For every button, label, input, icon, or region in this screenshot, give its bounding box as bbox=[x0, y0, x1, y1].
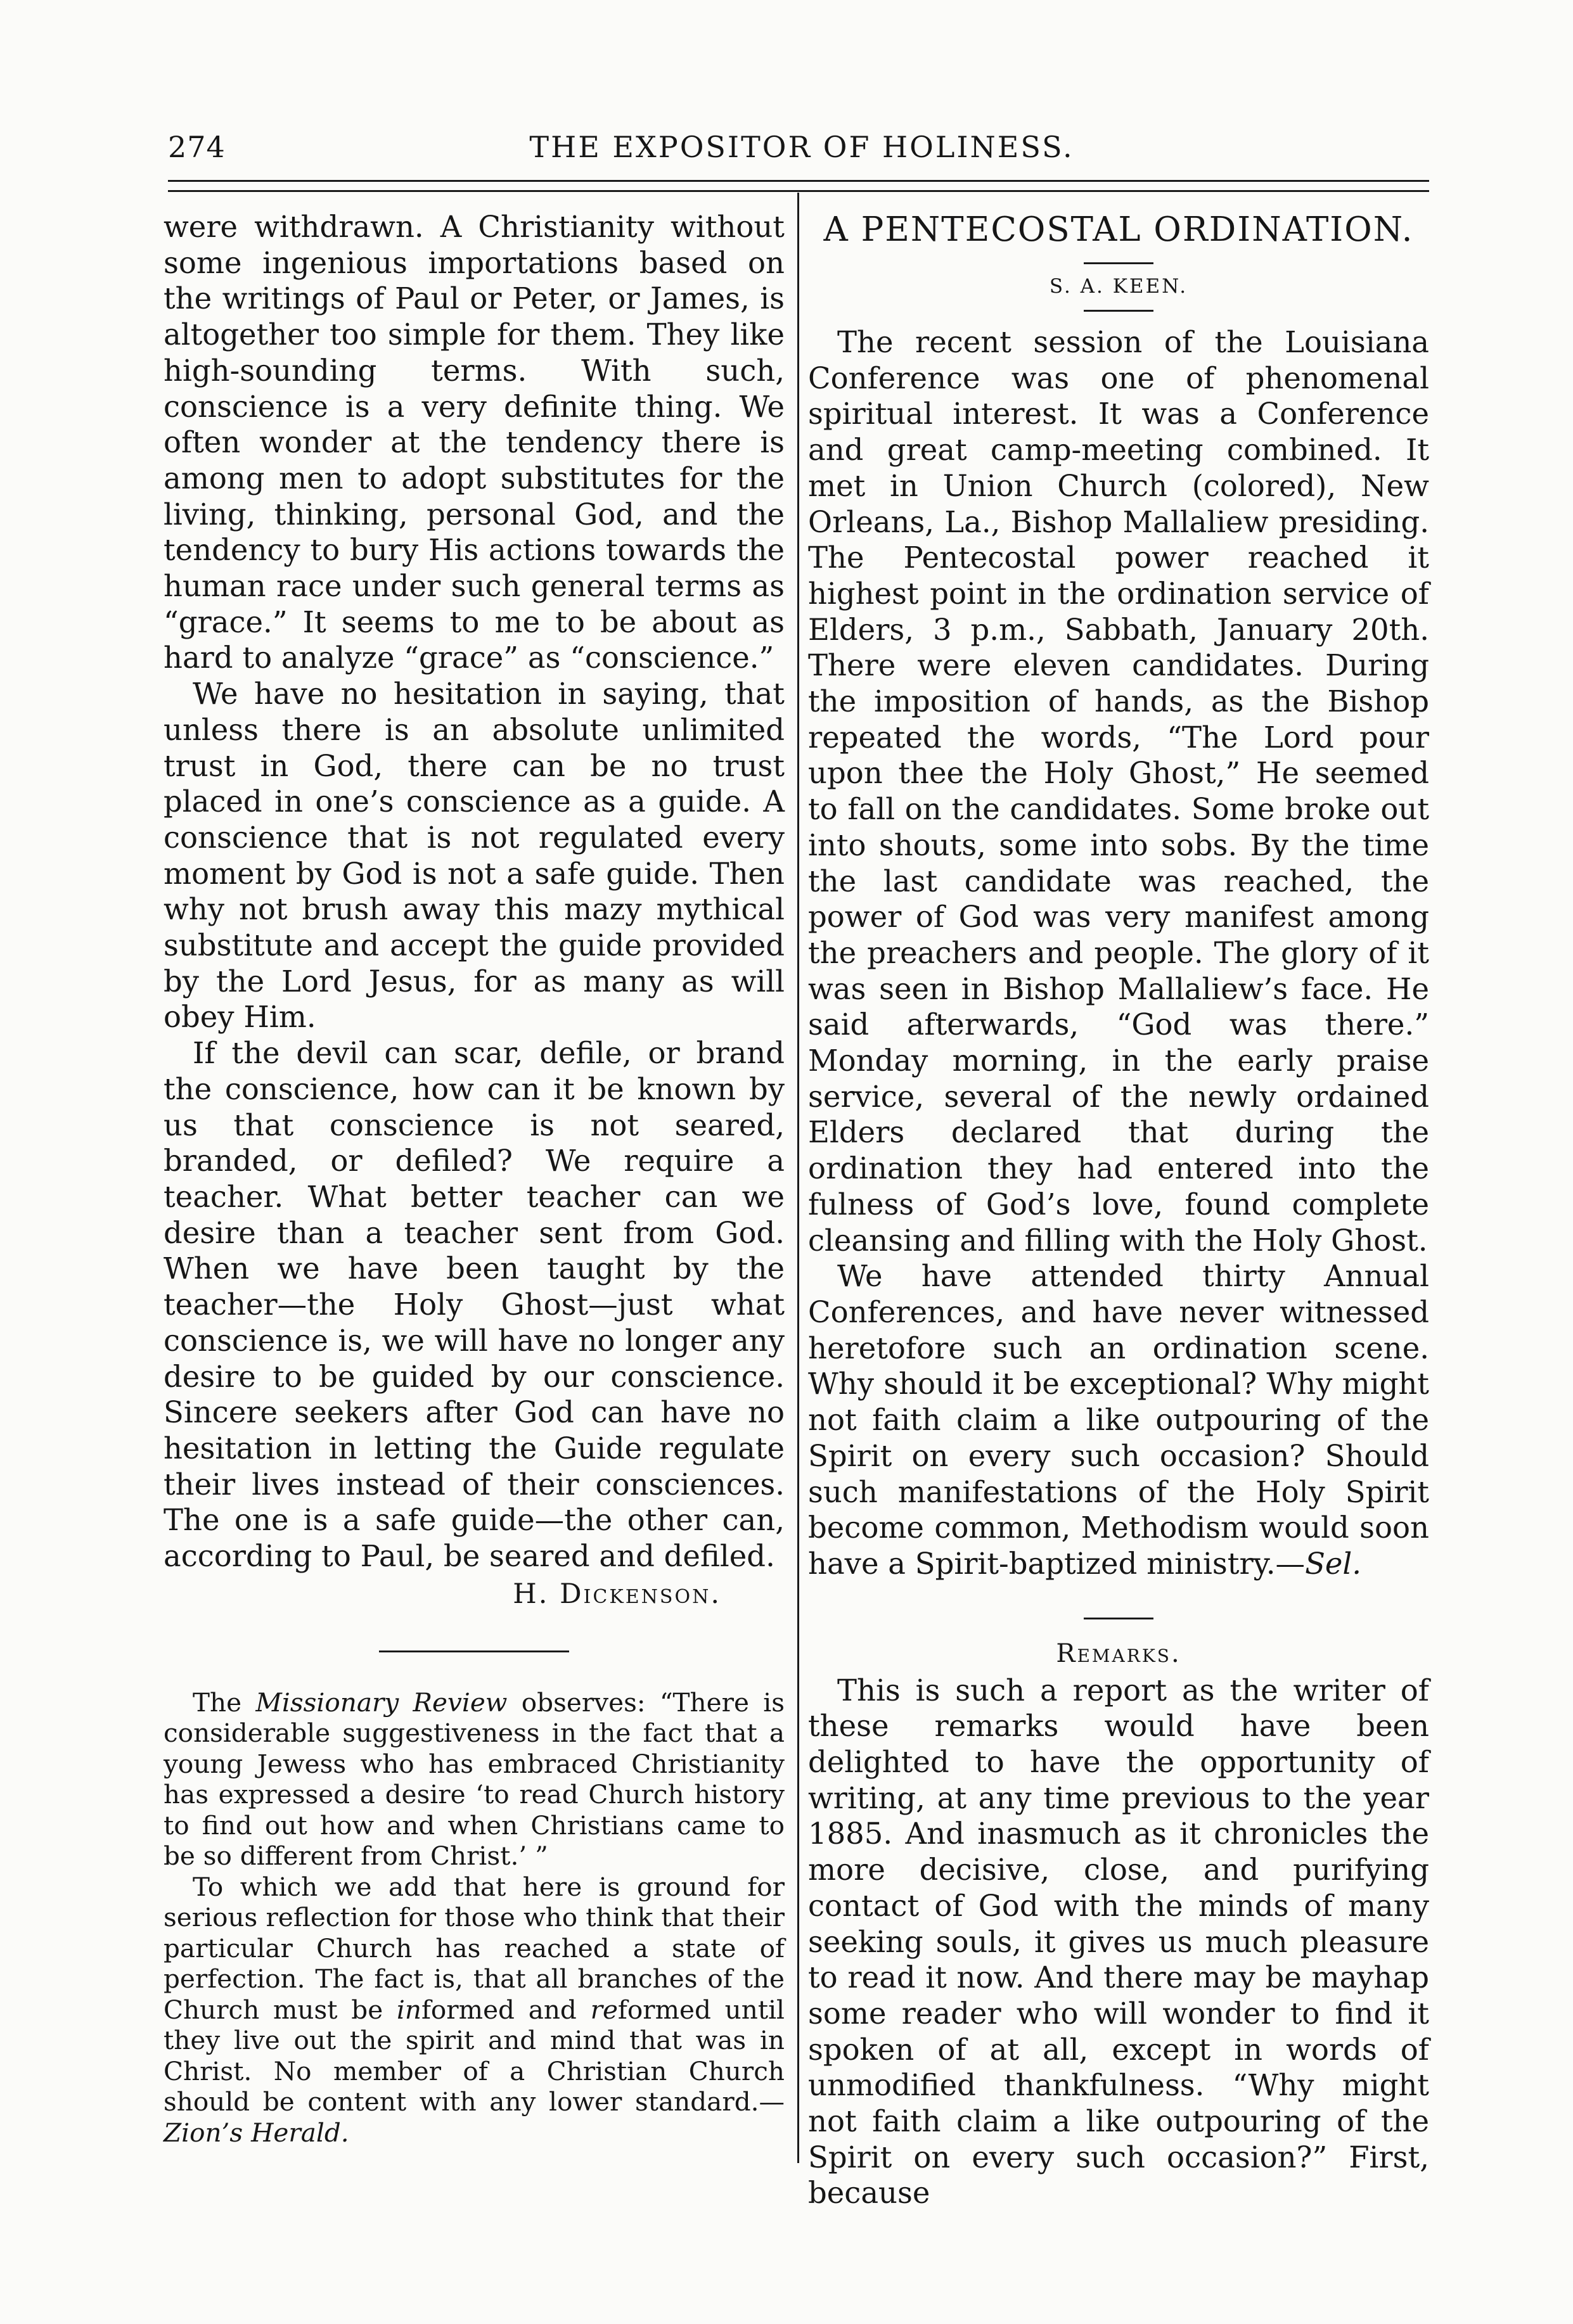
note-paragraph-1: The Missionary Review observes: “There is considerable suggestiveness in the fact that a young Jewess who has embraced Christianity has expressed a desire ‘to read Church history to find out how and when Christians came to be so different from Christ.’ ” bbox=[164, 1687, 785, 1872]
article-author: S. A. KEEN. bbox=[1049, 275, 1188, 298]
article-paragraph-2: We have attended thirty Annual Conferences, and have never witnessed heretofore such an ordination scene. Why should it be exceptional? Why might not faith claim a like outpouring of the Spirit on every such occasion? Should such manifestations of the Holy Spirit become common, Methodism would soon have a Spirit-baptized ministry.—Sel. bbox=[808, 1259, 1429, 1581]
remarks-paragraph: This is such a report as the writer of these remarks would have been delighted to have the opportunity of writing, at any time previous to the year 1885. And inasmuch as it chronicles the more decisive, close, and purifying contact of God with the minds of many seeking souls, it gives us much pleasure to read it now. And there may be mayhap some reader who will wonder to find it spoken of at all, except in words of unmodified thankfulness. “Why might not faith claim a like outpouring of the Spirit on every such occasion?” First, because bbox=[808, 1673, 1429, 2211]
article-paragraph-1: The recent session of the Louisiana Conference was one of phenomenal spiritual interest. It was a Conference and great camp-meeting combined. It met in Union Church (colored), New Orleans, La., Bishop Mallaliew presiding. The Pentecostal power reached it highest point in the ordination service of Elders, 3 p.m., Sabbath, January 20th. There were eleven candidates. During the imposition of hands, as the Bishop repeated the words, “The Lord pour upon thee the Holy Ghost,” He seemed to fall on the candidates. Some broke out into shouts, some into sobs. By the time the last candidate was reached, the power of God was very manifest among the preachers and people. The glory of it was seen in Bishop Mallaliew’s face. He said afterwards, “God was there.” Monday morning, in the early praise service, several of the newly ordained Elders declared that during the ordination they had entered into the fulness of God’s love, found complete cleansing and filling with the Holy Ghost. bbox=[808, 325, 1429, 1258]
article-title: A PENTECOSTAL ORDINATION. bbox=[823, 210, 1414, 249]
remarks-heading: Remarks. bbox=[1056, 1638, 1181, 1668]
page-number: 274 bbox=[168, 130, 226, 164]
header-rule bbox=[168, 180, 1429, 182]
column-divider bbox=[797, 193, 799, 2163]
note-source-title: Missionary Review bbox=[255, 1687, 508, 1718]
note-paragraph-2: To which we add that here is ground for serious reflection for those who think that their particular Church has reached a state of perfection. The fact is, that all branches of the Church must be informed and reformed until they live out the spirit and mind that was in Christ. No member of a Christian Church should be content with any lower standard.—Zion’s Herald. bbox=[164, 1871, 785, 2148]
right-column bbox=[808, 209, 1429, 2211]
page-header bbox=[168, 130, 1435, 174]
author-signature: H. Dickenson. bbox=[513, 1578, 721, 1610]
article-continued-paragraph-2: We have no hesitation in saying, that unless there is an absolute unlimited trust in God, there can be no trust placed in one’s conscience as a guide. A conscience that is not regulated every moment by God is not a safe guide. Then why not brush away this mazy mythical substitute and accept the guide provided by the Lord Jesus, for as many as will obey Him. bbox=[164, 677, 785, 1035]
header-rule-double bbox=[168, 190, 1429, 192]
article-continued-paragraph-1: were withdrawn. A Christianity without some ingenious importations based on the writings of Paul or Peter, or James, is altogether too simple for them. They like high-sounding terms. With such, conscience is a very definite thing. We often wonder at the tendency there is among men to adopt substitutes for the living, thinking, personal God, and the tendency to bury His actions towards the human race under such general terms as “grace.” It seems to me to be about as hard to analyze “grace” as “conscience.” bbox=[164, 210, 785, 675]
left-column bbox=[164, 209, 785, 2148]
article-continued-paragraph-3: If the devil can scar, defile, or brand the conscience, how can it be known by us that conscience is not seared, branded, or defiled? We require a teacher. What better teacher can we desire than a teacher sent from God. When we have been taught by the teacher—the Holy Ghost—just what conscience is, we will have no longer any desire to be guided by our conscience. Sincere seekers after God can have no hesitation in letting the Guide regulate their lives instead of their consciences. The one is a safe guide—the other can, according to Paul, be seared and defiled. bbox=[164, 1036, 785, 1574]
article-source-attribution: Sel. bbox=[1305, 1546, 1362, 1581]
note-source-attribution: Zion’s Herald. bbox=[164, 2117, 349, 2148]
running-title: THE EXPOSITOR OF HOLINESS. bbox=[529, 130, 1074, 164]
